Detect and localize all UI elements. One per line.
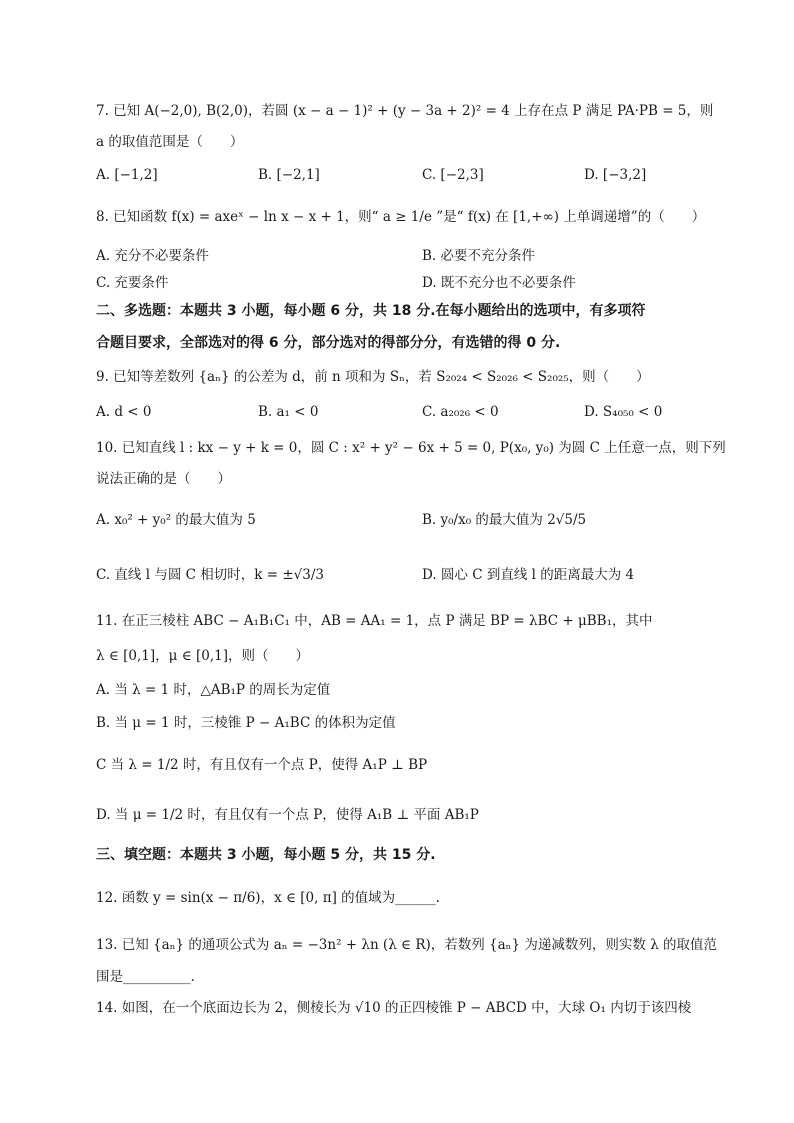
q7-text-line1: 7. 已知 A(−2,0), B(2,0)，若圆 (x − a − 1)² + (y − 3a + 2)² = 4 上存在点 P 满足 PA·PB = 5，则 xyxy=(96,103,714,119)
q10-option-b: B. y₀/x₀ 的最大值为 2√5/5 xyxy=(422,512,587,528)
q9-text-line1: 9. 已知等差数列 {aₙ} 的公差为 d，前 n 项和为 Sₙ，若 S₂₀₂₄ < S₂₀₂₆ < S₂₀₂₅，则（ ） xyxy=(96,369,650,385)
q11-option-c: C 当 λ = 1/2 时，有且仅有一个点 P，使得 A₁P ⊥ BP xyxy=(96,757,428,773)
q9-option-c: C. a₂₀₂₆ < 0 xyxy=(422,404,499,420)
q8-option-a: A. 充分不必要条件 xyxy=(96,248,209,264)
q10-text-line2: 说法正确的是（ ） xyxy=(96,471,231,487)
q11-option-d: D. 当 μ = 1/2 时，有且仅有一个点 P，使得 A₁B ⊥ 平面 AB₁P xyxy=(96,807,479,823)
q9-option-a: A. d < 0 xyxy=(96,404,152,420)
q9-option-b: B. a₁ < 0 xyxy=(258,404,319,420)
q8-text-line1: 8. 已知函数 f(x) = axeˣ − ln x − x + 1，则“ a ≥ 1/e ”是“ f(x) 在 [1,+∞) 上单调递增”的（ ） xyxy=(96,209,706,225)
q8-option-d: D. 既不充分也不必要条件 xyxy=(422,275,576,291)
q12-text: 12. 函数 y = sin(x − π/6)，x ∈ [0, π] 的值域为______. xyxy=(96,890,440,906)
q10-option-d: D. 圆心 C 到直线 l 的距离最大为 4 xyxy=(422,567,635,583)
section2-heading-line1: 二、多选题：本题共 3 小题，每小题 6 分，共 18 分.在每小题给出的选项中，有多项符 xyxy=(96,303,646,319)
q7-option-b: B. [−2,1] xyxy=(258,167,320,183)
section2-heading-line2: 合题目要求，全部选对的得 6 分，部分选对的得部分分，有选错的得 0 分. xyxy=(96,335,561,351)
q10-text-line1: 10. 已知直线 l : kx − y + k = 0，圆 C : x² + y² − 6x + 5 = 0, P(x₀, y₀) 为圆 C 上任意一点，则下列 xyxy=(96,440,726,456)
q10-option-c: C. 直线 l 与圆 C 相切时，k = ±√3/3 xyxy=(96,567,324,583)
q11-option-b: B. 当 μ = 1 时，三棱锥 P − A₁BC 的体积为定值 xyxy=(96,715,396,731)
q8-option-c: C. 充要条件 xyxy=(96,275,169,291)
q10-option-a: A. x₀² + y₀² 的最大值为 5 xyxy=(96,512,256,528)
q13-text-line2: 围是__________. xyxy=(96,969,195,985)
q7-option-a: A. [−1,2] xyxy=(96,167,158,183)
q11-text-line2: λ ∈ [0,1]，μ ∈ [0,1]，则（ ） xyxy=(96,648,309,664)
section3-heading: 三、填空题：本题共 3 小题，每小题 5 分，共 15 分. xyxy=(96,847,436,863)
q7-text-line2: a 的取值范围是（ ） xyxy=(96,134,244,150)
q11-option-a: A. 当 λ = 1 时，△AB₁P 的周长为定值 xyxy=(96,682,331,698)
q13-text-line1: 13. 已知 {aₙ} 的通项公式为 aₙ = −3n² + λn (λ ∈ R)，若数列 {aₙ} 为递减数列，则实数 λ 的取值范 xyxy=(96,937,718,953)
q11-text-line1: 11. 在正三棱柱 ABC − A₁B₁C₁ 中，AB = AA₁ = 1，点 P 满足 BP = λBC + μBB₁，其中 xyxy=(96,613,653,629)
q14-text-line1: 14. 如图，在一个底面边长为 2，侧棱长为 √10 的正四棱锥 P − ABCD 中，大球 O₁ 内切于该四棱 xyxy=(96,1000,692,1016)
q9-option-d: D. S₄₀₅₀ < 0 xyxy=(584,404,663,420)
q8-option-b: B. 必要不充分条件 xyxy=(422,248,536,264)
q7-option-c: C. [−2,3] xyxy=(422,167,484,183)
q7-option-d: D. [−3,2] xyxy=(584,167,647,183)
